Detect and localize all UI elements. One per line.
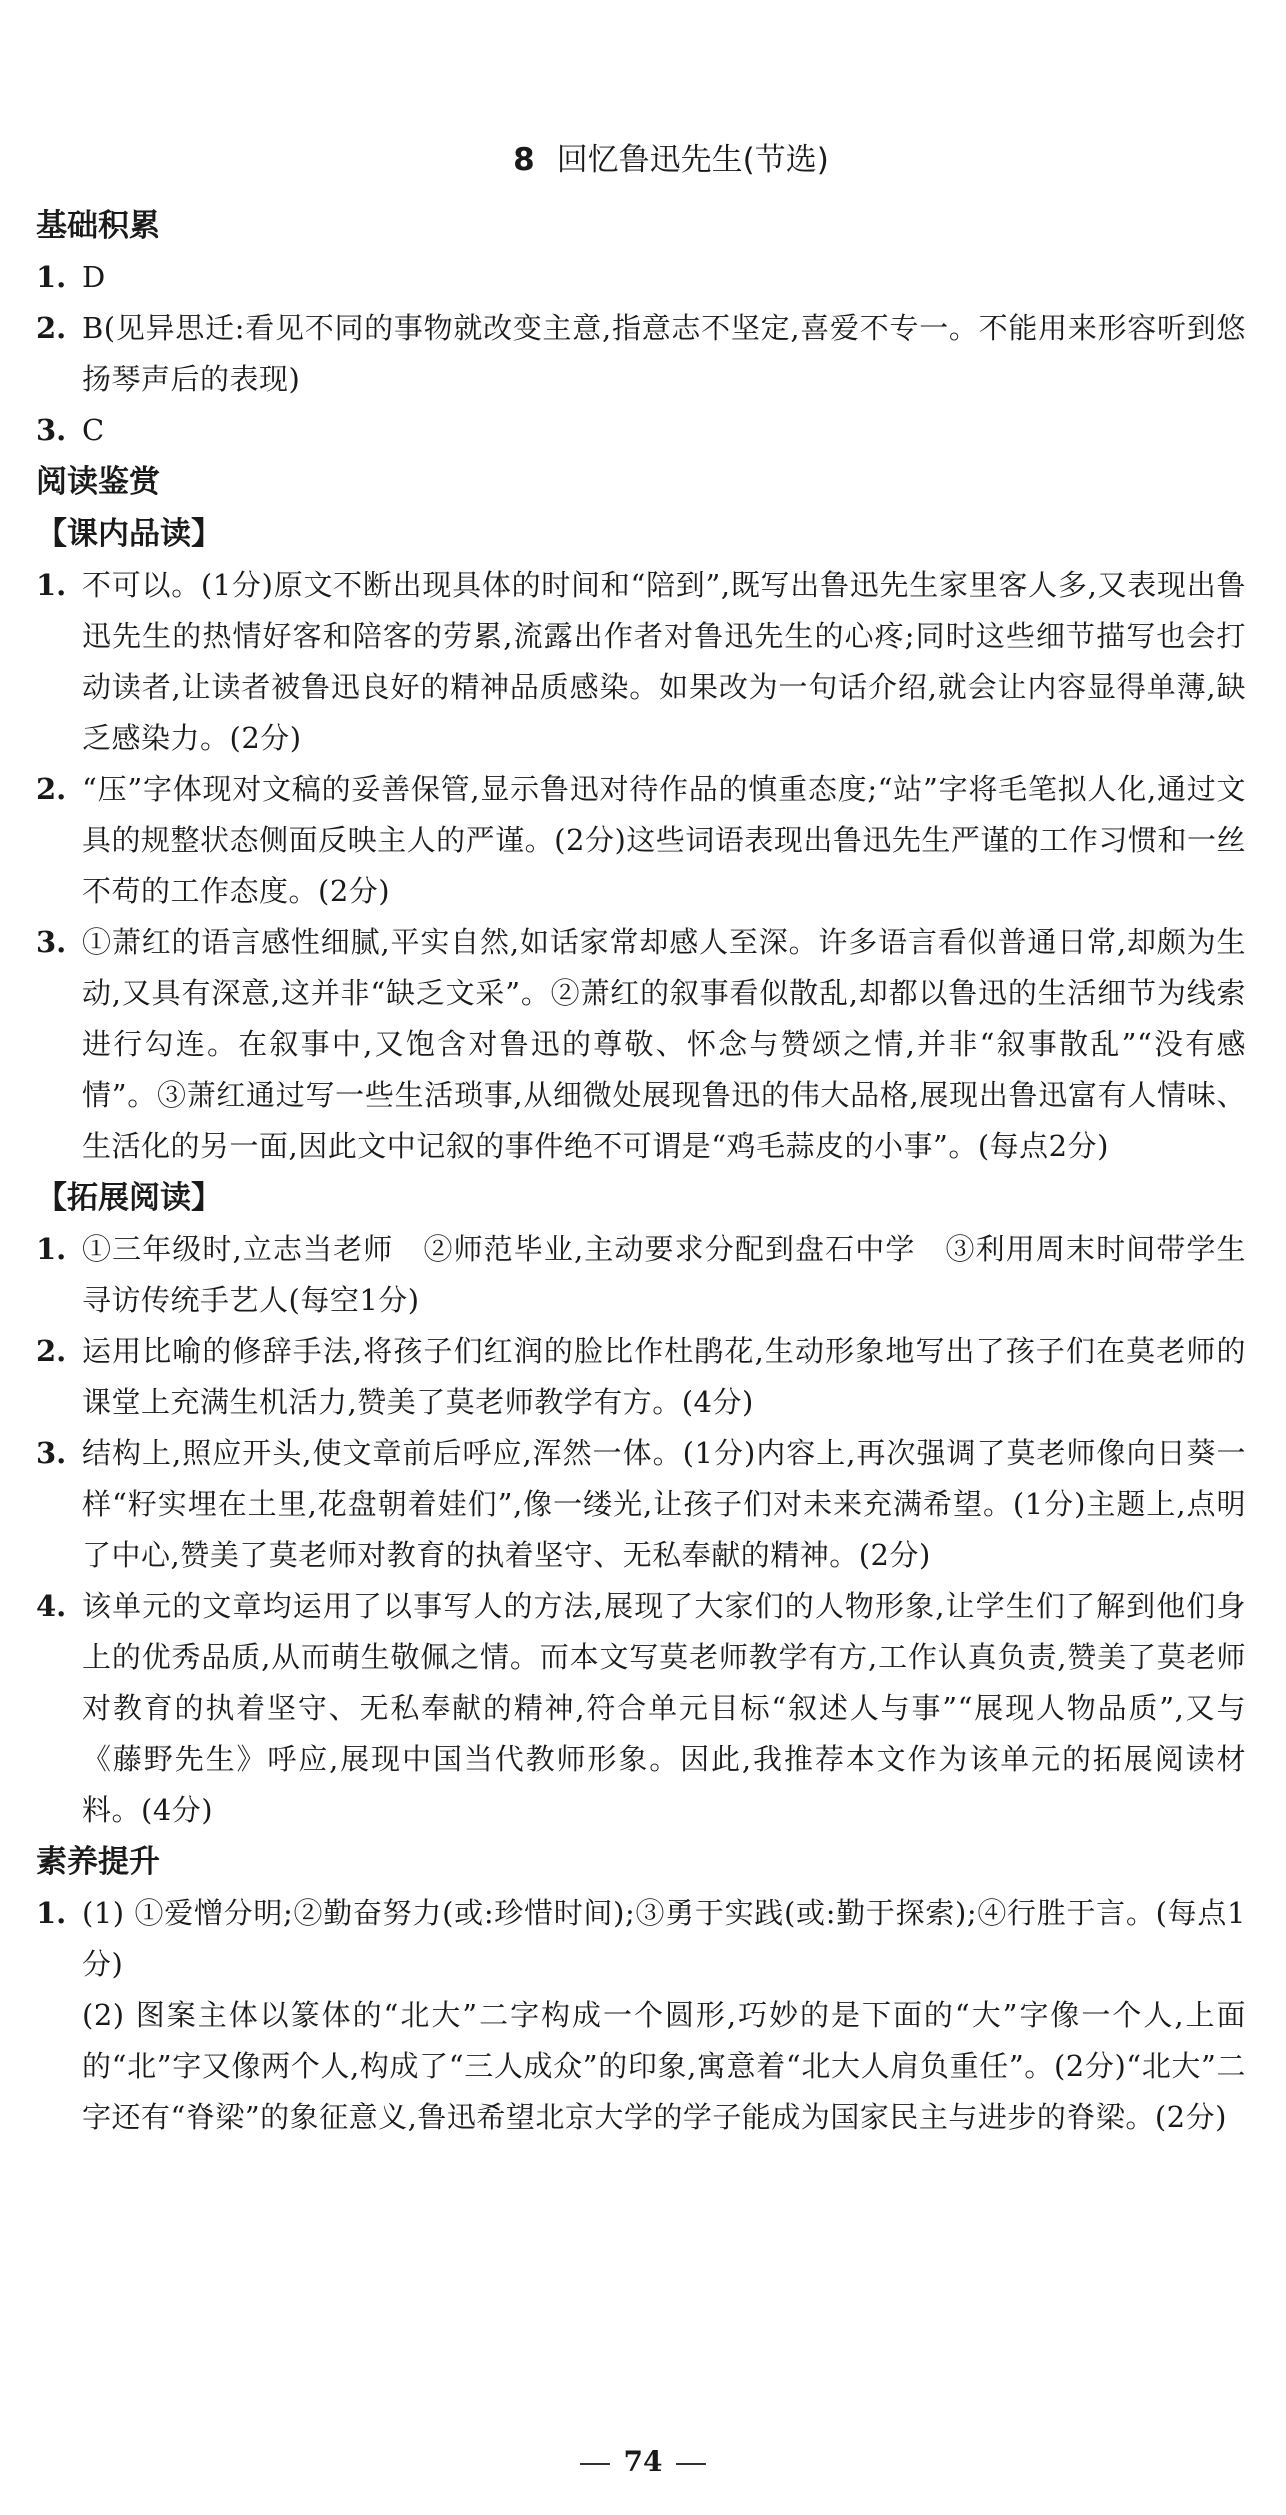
- item-text: B(见异思迁:看见不同的事物就改变主意,指意志不坚定,喜爱不专一。不能用来形容听到悠扬琴声后的表现): [82, 311, 1246, 396]
- list-item: [36, 303, 1246, 405]
- list-item: [36, 1224, 1246, 1326]
- item-text: 结构上,照应开头,使文章前后呼应,浑然一体。(1分)内容上,再次强调了莫老师像向日葵一样“籽实埋在土里,花盘朝着娃们”,像一缕光,让孩子们对未来充满希望。(1分)主题上,点明了中心,赞美了莫老师对教育的执着坚守、无私奉献的精神。(2分): [82, 1436, 1246, 1572]
- item-number: 3.: [36, 925, 67, 959]
- lesson-number: 8: [513, 142, 535, 178]
- page-footer: [0, 2445, 1286, 2478]
- item-text: “压”字体现对文稿的妥善保管,显示鲁迅对待作品的慎重态度;“站”字将毛笔拟人化,通过文具的规整状态侧面反映主人的严谨。(2分)这些词语表现出鲁迅先生严谨的工作习惯和一丝不苟的工作态度。(2分): [82, 772, 1246, 908]
- item-subpart-1: (1) ①爱憎分明;②勤奋努力(或:珍惜时间);③勇于实践(或:勤于探索);④行胜于言。(每点1分): [82, 1896, 1246, 1981]
- item-text: 该单元的文章均运用了以事写人的方法,展现了大家们的人物形象,让学生们了解到他们身上的优秀品质,从而萌生敬佩之情。而本文写莫老师教学有方,工作认真负责,赞美了莫老师对教育的执着坚守、无私奉献的精神,符合单元目标“叙述人与事”“展现人物品质”,又与《藤野先生》呼应,展现中国当代教师形象。因此,我推荐本文作为该单元的拓展阅读材料。(4分): [82, 1589, 1246, 1827]
- item-number: 2.: [36, 772, 67, 806]
- item-text: D: [82, 260, 106, 294]
- item-number: 2.: [36, 311, 67, 345]
- lesson-title: [36, 140, 1246, 180]
- lesson-title-text: 回忆鲁迅先生(节选): [556, 142, 829, 178]
- list-item: [36, 1326, 1246, 1428]
- item-text: [82, 1888, 1246, 2143]
- list-item: [36, 252, 1246, 303]
- page-number: 74: [623, 2445, 663, 2478]
- item-text: 不可以。(1分)原文不断出现具体的时间和“陪到”,既写出鲁迅先生家里客人多,又表现出鲁迅先生的热情好客和陪客的劳累,流露出作者对鲁迅先生的心疼;同时这些细节描写也会打动读者,让读者被鲁迅良好的精神品质感染。如果改为一句话介绍,就会让内容显得单薄,缺乏感染力。(2分): [82, 568, 1246, 755]
- footer-dash-left: [580, 2463, 610, 2465]
- list-item: [36, 764, 1246, 917]
- item-number: 4.: [36, 1589, 67, 1623]
- footer-dash-right: [676, 2463, 706, 2465]
- section-heading-reading: 阅读鉴赏: [36, 464, 160, 500]
- section-heading-literacy: 素养提升: [36, 1844, 160, 1880]
- item-number: 3.: [36, 1436, 67, 1470]
- item-text: ①三年级时,立志当老师 ②师范毕业,主动要求分配到盘石中学 ③利用周末时间带学生寻访传统手艺人(每空1分): [82, 1232, 1246, 1317]
- item-text: ①萧红的语言感性细腻,平实自然,如话家常却感人至深。许多语言看似普通日常,却颇为生动,又具有深意,这并非“缺乏文采”。②萧红的叙事看似散乱,却都以鲁迅的生活细节为线索进行勾连。在叙事中,又饱含对鲁迅的尊敬、怀念与赞颂之情,并非“叙事散乱”“没有感情”。③萧红通过写一些生活琐事,从细微处展现鲁迅的伟大品格,展现出鲁迅富有人情味、生活化的另一面,因此文中记叙的事件绝不可谓是“鸡毛蒜皮的小事”。(每点2分): [82, 925, 1246, 1163]
- list-item: [36, 405, 1246, 456]
- subsection-heading-inclass: 【课内品读】: [36, 516, 222, 552]
- item-subpart-2: (2) 图案主体以篆体的“北大”二字构成一个圆形,巧妙的是下面的“大”字像一个人,上面的“北”字又像两个人,构成了“三人成众”的印象,寓意着“北大人肩负重任”。(2分)“北大”二字还有“脊梁”的象征意义,鲁迅希望北京大学的学子能成为国家民主与进步的脊梁。(2分): [82, 1998, 1246, 2134]
- item-number: 1.: [36, 1896, 67, 1930]
- list-item: [36, 1428, 1246, 1581]
- list-item: [36, 1581, 1246, 1836]
- list-item: [36, 1888, 1246, 2143]
- item-number: 3.: [36, 413, 67, 447]
- item-text: 运用比喻的修辞手法,将孩子们红润的脸比作杜鹃花,生动形象地写出了孩子们在莫老师的课堂上充满生机活力,赞美了莫老师教学有方。(4分): [82, 1334, 1246, 1419]
- list-item: [36, 560, 1246, 764]
- answer-page: [36, 140, 1246, 2143]
- section-heading-basic: 基础积累: [36, 208, 160, 244]
- list-item: [36, 917, 1246, 1172]
- item-number: 1.: [36, 1232, 67, 1266]
- item-number: 1.: [36, 568, 67, 602]
- subsection-heading-extended: 【拓展阅读】: [36, 1180, 222, 1216]
- item-number: 1.: [36, 260, 67, 294]
- item-text: C: [82, 413, 105, 447]
- item-number: 2.: [36, 1334, 67, 1368]
